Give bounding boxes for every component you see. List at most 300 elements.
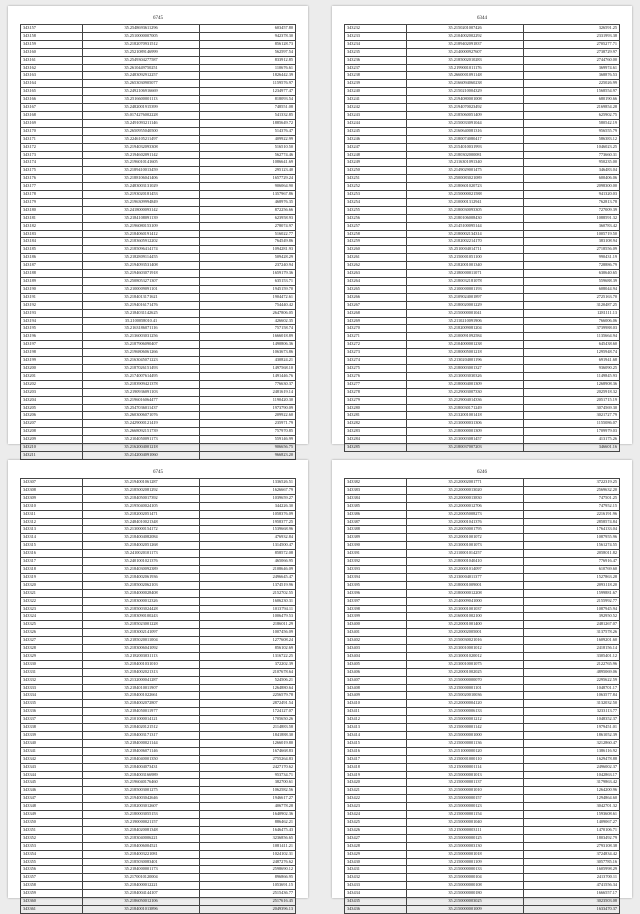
value-cell: 2481267.07 xyxy=(523,621,619,629)
coordinate-cell: 35.2184020121512 xyxy=(83,724,200,732)
value-cell: 1087945.94 xyxy=(523,605,619,613)
row-id-cell: 343276 xyxy=(345,372,407,380)
row-id-cell: 343202 xyxy=(21,380,83,388)
row-id-cell: 343353 xyxy=(21,842,83,850)
coordinate-cell: 35.2120005008273 xyxy=(407,510,524,518)
coordinate-cell: 35.2194602091142 xyxy=(83,151,200,159)
table-row xyxy=(21,246,296,254)
coordinate-cell: 35.2150030021016 xyxy=(407,637,524,645)
row-id-cell: 343167 xyxy=(21,104,83,112)
table-row xyxy=(345,526,620,534)
row-id-cell: 343195 xyxy=(21,325,83,333)
value-cell: 1062582.56 xyxy=(199,787,295,795)
coordinate-cell: 35.2120001001400 xyxy=(407,621,524,629)
coordinate-cell: 35.2180000001309 xyxy=(407,428,524,436)
table-row xyxy=(345,333,620,341)
row-id-cell: 343263 xyxy=(345,270,407,278)
row-id-cell: 343190 xyxy=(21,285,83,293)
coordinate-cell: 35.2194080001008 xyxy=(407,96,524,104)
value-cell: 1666018.89 xyxy=(199,333,295,341)
row-id-cell: 343282 xyxy=(345,420,407,428)
table-row xyxy=(21,167,296,175)
value-cell: 1609201.60 xyxy=(523,637,619,645)
table-row xyxy=(21,479,296,487)
value-cell: 1190420.30 xyxy=(199,396,295,404)
table-row xyxy=(345,803,620,811)
table-row xyxy=(21,159,296,167)
row-id-cell: 343337 xyxy=(21,716,83,724)
row-id-cell: 343210 xyxy=(21,444,83,452)
table-row xyxy=(345,119,620,127)
row-id-cell: 343182 xyxy=(21,222,83,230)
table-row xyxy=(345,811,620,819)
table-row xyxy=(345,479,620,487)
row-id-cell: 343402 xyxy=(345,637,407,645)
value-cell: 586383.12 xyxy=(523,135,619,143)
value-cell: 2517616.45 xyxy=(199,898,295,906)
table-row xyxy=(21,285,296,293)
table-row xyxy=(345,518,620,526)
value-cell: 3021727.79 xyxy=(523,412,619,420)
coordinate-cell: 35.2182002051471 xyxy=(83,510,200,518)
row-id-cell: 343262 xyxy=(345,262,407,270)
coordinate-cell: 35.2483092912257 xyxy=(83,72,200,80)
table-row xyxy=(345,270,620,278)
table-row xyxy=(345,486,620,494)
row-id-cell: 343163 xyxy=(21,72,83,80)
coordinate-cell: 35.2180032181078 xyxy=(407,278,524,286)
row-id-cell: 343176 xyxy=(21,175,83,183)
coordinate-cell: 35.2100001312941 xyxy=(407,198,524,206)
table-row xyxy=(21,404,296,412)
coordinate-cell: 35.2136003031256 xyxy=(83,333,200,341)
coordinate-cell: 35.2184002021313 xyxy=(83,668,200,676)
value-cell: 1024102.31 xyxy=(199,850,295,858)
value-cell: 1629478.88 xyxy=(523,755,619,763)
coordinate-cell: 35.0174276002228 xyxy=(83,111,200,119)
coordinate-cell: 35.2150000021588 xyxy=(407,191,524,199)
value-cell: 1885649.72 xyxy=(199,119,295,127)
value-cell: 235971.79 xyxy=(199,420,295,428)
table-row xyxy=(21,357,296,365)
coordinate-cell: 35.2184000001173 xyxy=(83,866,200,874)
coordinate-cell: 35.2120000004120 xyxy=(407,700,524,708)
value-cell: 1803492.79 xyxy=(523,834,619,842)
row-id-cell: 343279 xyxy=(345,396,407,404)
row-id-cell: 343208 xyxy=(21,428,83,436)
table-row xyxy=(21,372,296,380)
value-cell: 747501.25 xyxy=(523,494,619,502)
document-page-1 xyxy=(8,6,308,457)
value-cell: 368876.53 xyxy=(523,72,619,80)
table-row xyxy=(345,420,620,428)
row-id-cell: 343392 xyxy=(345,558,407,566)
table-row xyxy=(21,502,296,510)
row-id-cell: 343253 xyxy=(345,191,407,199)
table-row xyxy=(345,143,620,151)
value-cell: 1086641.69 xyxy=(199,159,295,167)
row-id-cell: 343241 xyxy=(345,96,407,104)
coordinate-cell: 35.2660001091148 xyxy=(407,72,524,80)
table-row xyxy=(345,510,620,518)
coordinate-cell: 35.2150000001136 xyxy=(407,739,524,747)
table-row xyxy=(21,842,296,850)
value-cell: 1539668.96 xyxy=(199,526,295,534)
row-id-cell: 343389 xyxy=(345,534,407,542)
value-cell: 762813.78 xyxy=(523,198,619,206)
table-row xyxy=(21,700,296,708)
coordinate-cell: 35.2150033091044 xyxy=(407,119,524,127)
row-id-cell: 343325 xyxy=(21,621,83,629)
coordinate-cell: 35.2184000028408 xyxy=(83,589,200,597)
value-cell: 3042701.32 xyxy=(523,803,619,811)
value-cell: 516022.77 xyxy=(199,230,295,238)
table-row xyxy=(345,111,620,119)
value-cell: 2413700.11 xyxy=(523,874,619,882)
table-row xyxy=(21,826,296,834)
value-cell: 2858574.84 xyxy=(523,518,619,526)
value-cell: 110676.61 xyxy=(199,64,295,72)
value-cell: 1013794.11 xyxy=(199,605,295,613)
value-cell: 1087955.96 xyxy=(523,534,619,542)
row-id-cell: 343198 xyxy=(21,349,83,357)
value-cell: 1599881.67 xyxy=(523,589,619,597)
table-row xyxy=(345,842,620,850)
table-row xyxy=(21,739,296,747)
coordinate-cell: 35.2120001001072 xyxy=(407,534,524,542)
row-id-cell: 343265 xyxy=(345,285,407,293)
table-row xyxy=(21,581,296,589)
row-id-cell: 343436 xyxy=(345,905,407,913)
coordinate-cell: 35.2194003042646 xyxy=(83,795,200,803)
row-id-cell: 343269 xyxy=(345,317,407,325)
row-id-cell: 343350 xyxy=(21,818,83,826)
value-cell: 2216191.96 xyxy=(523,510,619,518)
row-id-cell: 343193 xyxy=(21,309,83,317)
value-cell: 1826442.39 xyxy=(199,72,295,80)
row-id-cell: 343312 xyxy=(21,518,83,526)
coordinate-cell: 35.2100000001193 xyxy=(407,285,524,293)
row-id-cell: 343387 xyxy=(345,518,407,526)
row-id-cell: 343316 xyxy=(21,550,83,558)
row-id-cell: 343395 xyxy=(345,581,407,589)
value-cell: 326591.25 xyxy=(523,25,619,33)
row-id-cell: 343157 xyxy=(21,25,83,33)
table-row xyxy=(345,818,620,826)
table-row xyxy=(21,866,296,874)
coordinate-cell: 35.2150000000123 xyxy=(407,803,524,811)
row-id-cell: 343426 xyxy=(345,826,407,834)
table-row xyxy=(21,254,296,262)
value-cell: 2418156.14 xyxy=(523,645,619,653)
value-cell: 406778.28 xyxy=(199,803,295,811)
row-id-cell: 343284 xyxy=(345,436,407,444)
row-id-cell: 343345 xyxy=(21,779,83,787)
table-row xyxy=(21,613,296,621)
row-id-cell: 343317 xyxy=(21,558,83,566)
coordinate-cell: 35.2184002051268 xyxy=(83,542,200,550)
row-id-cell: 343335 xyxy=(21,700,83,708)
table-row xyxy=(345,739,620,747)
coordinate-cell: 35.2653030905077 xyxy=(83,80,200,88)
row-id-cell: 343338 xyxy=(21,724,83,732)
table-row xyxy=(345,581,620,589)
row-id-cell: 343433 xyxy=(345,882,407,890)
coordinate-cell: 35.2650955040500 xyxy=(83,127,200,135)
table-row xyxy=(21,660,296,668)
value-cell: 2114883.58 xyxy=(199,724,295,732)
value-cell: 4741556.34 xyxy=(523,882,619,890)
value-cell: 1295948.74 xyxy=(523,349,619,357)
table-row xyxy=(21,341,296,349)
table-row xyxy=(21,486,296,494)
value-cell: 3057785.16 xyxy=(523,858,619,866)
table-row xyxy=(345,380,620,388)
row-id-cell: 343382 xyxy=(345,479,407,487)
row-id-cell: 343340 xyxy=(21,739,83,747)
row-id-cell: 343179 xyxy=(21,198,83,206)
table-row xyxy=(345,230,620,238)
table-row xyxy=(345,763,620,771)
coordinate-cell: 35.2184020081348 xyxy=(83,826,200,834)
value-cell: 1042863.17 xyxy=(523,771,619,779)
coordinate-cell: 35.2130000031306 xyxy=(407,420,524,428)
coordinate-cell: 35.2110001014257 xyxy=(407,550,524,558)
value-cell: 1633470.37 xyxy=(523,905,619,913)
document-page-4 xyxy=(332,460,632,911)
coordinate-cell: 35.2150000001010 xyxy=(407,787,524,795)
table-row xyxy=(345,558,620,566)
value-cell: 2093118.20 xyxy=(523,581,619,589)
coordinate-cell: 35.2183000012326 xyxy=(83,597,200,605)
table-row xyxy=(21,175,296,183)
row-id-cell: 343252 xyxy=(345,183,407,191)
coordinate-cell: 35.2183006041092 xyxy=(83,645,200,653)
value-cell: 2496645.47 xyxy=(199,573,295,581)
table-row xyxy=(345,159,620,167)
coordinate-cell: 35.2180005001218 xyxy=(407,349,524,357)
value-cell: 1470106.71 xyxy=(523,826,619,834)
value-cell: 2598690.12 xyxy=(199,866,295,874)
value-cell: 1135664.94 xyxy=(523,333,619,341)
value-cell: 1234977.47 xyxy=(199,88,295,96)
table-row xyxy=(345,246,620,254)
table-row xyxy=(345,905,620,913)
row-id-cell: 343411 xyxy=(345,708,407,716)
value-cell: 1264880.64 xyxy=(199,684,295,692)
coordinate-cell: 35.2183909421378 xyxy=(83,380,200,388)
table-row xyxy=(345,668,620,676)
coordinate-cell: 35.2150000000157 xyxy=(407,795,524,803)
page-title: 6344 xyxy=(477,16,487,21)
table-row xyxy=(21,151,296,159)
coordinate-cell: 35.2194070023492 xyxy=(407,104,524,112)
value-cell: 766006.06 xyxy=(523,317,619,325)
value-cell: 369974.61 xyxy=(523,64,619,72)
table-row xyxy=(21,333,296,341)
value-cell: 966823.20 xyxy=(199,451,295,459)
value-cell: 856102.69 xyxy=(199,645,295,653)
table-row xyxy=(345,412,620,420)
value-cell: 516510.50 xyxy=(199,143,295,151)
row-id-cell: 343247 xyxy=(345,143,407,151)
coordinate-cell: 35.2184001031010 xyxy=(83,660,200,668)
table-row xyxy=(345,716,620,724)
row-id-cell: 343322 xyxy=(21,597,83,605)
value-cell: 3724834.42 xyxy=(523,850,619,858)
coordinate-cell: 35.2189410013459 xyxy=(83,167,200,175)
value-cell: 1640902.36 xyxy=(199,811,295,819)
value-cell: 1764133.04 xyxy=(523,526,619,534)
table-row xyxy=(21,111,296,119)
value-cell: 748551.08 xyxy=(199,104,295,112)
value-cell: 1666557.17 xyxy=(523,890,619,898)
value-cell: 1048352.37 xyxy=(523,716,619,724)
value-cell: 1374519.96 xyxy=(199,581,295,589)
coordinate-cell: 35.2174007614495 xyxy=(83,372,200,380)
row-id-cell: 343359 xyxy=(21,890,83,898)
row-id-cell: 343324 xyxy=(21,613,83,621)
table-row xyxy=(345,238,620,246)
coordinate-cell: 35.2180037007203 xyxy=(407,444,524,452)
value-cell: 680190.66 xyxy=(523,96,619,104)
value-cell: 1294864.60 xyxy=(523,795,619,803)
table-row xyxy=(345,135,620,143)
value-cell: 346601.16 xyxy=(523,444,619,452)
coordinate-cell: 35.2150000001041 xyxy=(407,309,524,317)
table-row xyxy=(21,270,296,278)
table-row xyxy=(345,293,620,301)
table-row xyxy=(345,349,620,357)
value-cell: 942378.30 xyxy=(199,32,295,40)
row-id-cell: 343327 xyxy=(21,637,83,645)
value-cell: 776630.37 xyxy=(199,380,295,388)
table-row xyxy=(21,542,296,550)
coordinate-cell: 35.2130001001037 xyxy=(407,605,524,613)
table-row xyxy=(345,301,620,309)
table-row xyxy=(21,278,296,286)
coordinate-cell: 35.2185002010283 xyxy=(407,56,524,64)
row-id-cell: 343256 xyxy=(345,214,407,222)
value-cell: 2705277.71 xyxy=(523,40,619,48)
row-id-cell: 343410 xyxy=(345,700,407,708)
row-id-cell: 343356 xyxy=(21,866,83,874)
row-id-cell: 343406 xyxy=(345,668,407,676)
coordinate-cell: 35.2185003001275 xyxy=(83,787,200,795)
table-row xyxy=(345,850,620,858)
row-id-cell: 343236 xyxy=(345,56,407,64)
table-row xyxy=(21,652,296,660)
value-cell: 2331993.38 xyxy=(523,32,619,40)
table-row xyxy=(345,771,620,779)
value-cell: 3722319.25 xyxy=(523,479,619,487)
value-cell: 773660.31 xyxy=(523,151,619,159)
row-id-cell: 343277 xyxy=(345,380,407,388)
table-row xyxy=(21,558,296,566)
value-cell: 360783.42 xyxy=(523,222,619,230)
coordinate-cell: 35.2668092151739 xyxy=(83,428,200,436)
table-row xyxy=(345,396,620,404)
table-row xyxy=(21,32,296,40)
value-cell: 747952.15 xyxy=(523,502,619,510)
table-row xyxy=(345,858,620,866)
coordinate-cell: 35.2510000007005 xyxy=(83,32,200,40)
coordinate-cell: 35.2184050017392 xyxy=(83,494,200,502)
row-id-cell: 343341 xyxy=(21,747,83,755)
row-id-cell: 343409 xyxy=(345,692,407,700)
row-id-cell: 343431 xyxy=(345,866,407,874)
table-row xyxy=(345,755,620,763)
value-cell: 2025918.32 xyxy=(523,388,619,396)
row-id-cell: 343197 xyxy=(21,341,83,349)
coordinate-cell: 35.2183090100243 xyxy=(83,613,200,621)
coordinate-cell: 35.2182003031113 xyxy=(83,652,200,660)
coordinate-cell: 35.2170010120004 xyxy=(83,874,200,882)
row-id-cell: 343184 xyxy=(21,238,83,246)
value-cell: 1046023.25 xyxy=(523,143,619,151)
coordinate-cell: 35.2180001009001 xyxy=(407,581,524,589)
row-id-cell: 343187 xyxy=(21,262,83,270)
coordinate-cell: 35.2184013171621 xyxy=(83,293,200,301)
table-row xyxy=(345,573,620,581)
table-row xyxy=(21,104,296,112)
value-cell: 2049396.13 xyxy=(199,905,295,913)
value-cell: 603457.80 xyxy=(199,25,295,33)
coordinate-cell: 35.2185003024428 xyxy=(83,605,200,613)
coordinate-cell: 35.2184000012221 xyxy=(83,882,200,890)
row-id-cell: 343200 xyxy=(21,364,83,372)
value-cell: 1155086.07 xyxy=(523,420,619,428)
coordinate-cell: 35.2180001040410 xyxy=(407,558,524,566)
table-row xyxy=(345,40,620,48)
table-row xyxy=(21,40,296,48)
coordinate-cell: 35.2185030083401 xyxy=(83,858,200,866)
value-cell: 1053691.15 xyxy=(199,882,295,890)
coordinate-cell: 35.2184040001350 xyxy=(83,755,200,763)
row-id-cell: 343313 xyxy=(21,526,83,534)
value-cell: 1861052.39 xyxy=(523,732,619,740)
row-id-cell: 343413 xyxy=(345,724,407,732)
coordinate-cell: 35.2521089146999 xyxy=(83,48,200,56)
value-cell: 225026.99 xyxy=(523,80,619,88)
coordinate-cell: 35.2180302000081 xyxy=(407,151,524,159)
coordinate-cell: 35.2150000001154 xyxy=(407,811,524,819)
value-cell: 1094281.93 xyxy=(199,246,295,254)
coordinate-cell: 35.2130010001012 xyxy=(407,645,524,653)
row-id-cell: 343385 xyxy=(345,502,407,510)
table-row xyxy=(345,214,620,222)
coordinate-cell: 35.2180074080417 xyxy=(407,135,524,143)
row-id-cell: 343240 xyxy=(345,88,407,96)
coordinate-cell: 35.2185023001228 xyxy=(83,621,200,629)
coordinate-cell: 35.2180004001309 xyxy=(407,380,524,388)
table-row xyxy=(345,676,620,684)
row-id-cell: 343311 xyxy=(21,510,83,518)
table-row xyxy=(21,198,296,206)
table-row xyxy=(345,637,620,645)
value-cell: 1048701.17 xyxy=(523,684,619,692)
coordinate-cell: 35.2185020011004 xyxy=(83,637,200,645)
row-id-cell: 343408 xyxy=(345,684,407,692)
coordinate-cell: 35.2150210004329 xyxy=(407,88,524,96)
value-cell: 430824.21 xyxy=(199,357,295,365)
value-cell: 2122765.96 xyxy=(523,660,619,668)
coordinate-cell: 35.2199001011176 xyxy=(407,64,524,72)
row-id-cell: 343189 xyxy=(21,278,83,286)
table-row xyxy=(21,444,296,452)
table-row xyxy=(21,214,296,222)
value-cell: 1316722.25 xyxy=(199,652,295,660)
